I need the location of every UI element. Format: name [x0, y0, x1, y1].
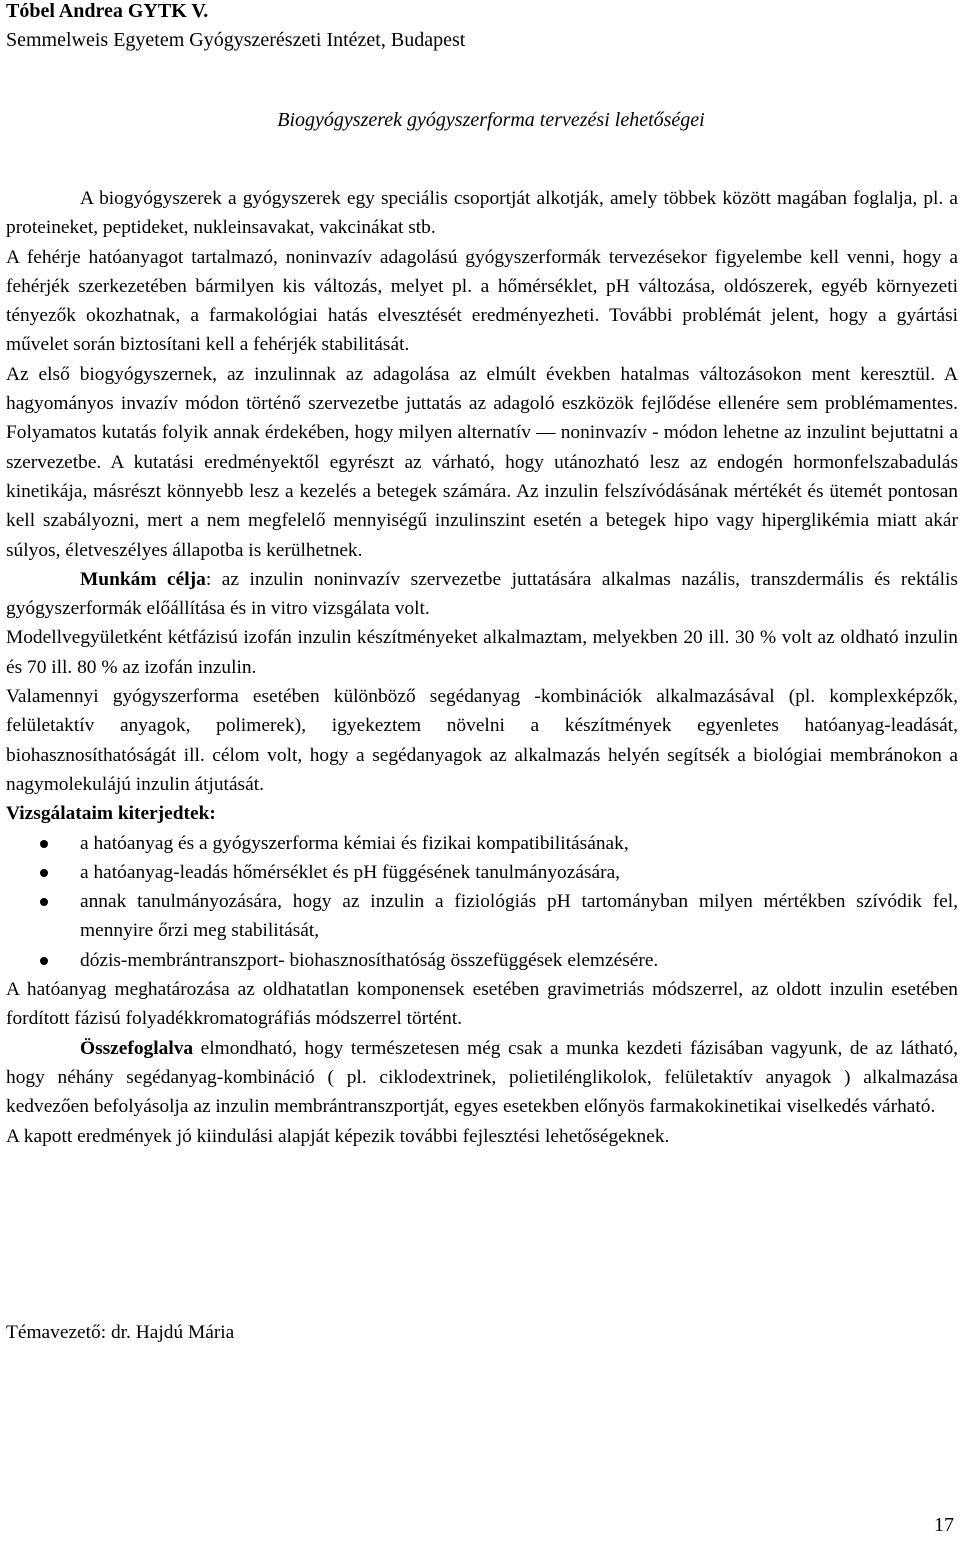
institute-name: Semmelweis Egyetem Gyógyszerészeti Intézet, Budapest	[6, 29, 466, 51]
paragraph-methods: A hatóanyag meghatározása az oldhatatlan komponensek esetében gravimetriás módszerrel, az oldott inzulin esetében fordított fázisú folyadékkromatográfiás módszerrel történt.	[6, 979, 958, 1030]
investigations-list	[6, 829, 958, 975]
document-body	[6, 184, 958, 1151]
author-name: Tóbel Andrea GYTK V.	[6, 0, 209, 22]
bullet-icon	[40, 957, 48, 965]
list-item	[6, 858, 958, 887]
summary-lead: Összefoglalva	[80, 1037, 194, 1059]
paragraph-summary	[6, 1034, 958, 1122]
list-item	[6, 946, 958, 975]
paragraph-protein-formulation: A fehérje hatóanyagot tartalmazó, noninvazív adagolású gyógyszerformák tervezésekor figyelembe kell venni, hogy a fehérjék szerkezetében bármilyen kis változás, melyet pl. a hőmérséklet, pH változása, oldószerek, egyéb környezeti tényezők okozhatnak, a farmakológiai hatás elvesztését eredményezheti. További problémát jelent, hogy a gyártási művelet során biztosítani kell a fehérjék stabilitását.	[6, 246, 958, 356]
summary-text: elmondható, hogy természetesen még csak a munka kezdeti fázisában vagyunk, de az látható, hogy néhány segédanyag-kombináció ( pl. ciklodextrinek, polietilénglikolok, felületaktív anyagok ) alkalmazása kedvezően befolyásolja az inzulin membrántranszportját, egyes esetekben előnyös farmakokinetikai viselkedés várható.	[6, 1037, 958, 1118]
aim-text: : az inzulin noninvazív szervezetbe juttatására alkalmas nazális, transzdermális és rektális gyógyszerformák előállítása és in vitro vizsgálata volt.	[6, 568, 958, 620]
aim-lead: Munkám célja	[80, 568, 206, 590]
list-item	[6, 887, 958, 946]
list-item-text: a hatóanyag és a gyógyszerforma kémiai és fizikai kompatibilitásának,	[80, 832, 629, 854]
list-item	[6, 829, 958, 858]
paragraph-model-compounds: Modellvegyületként kétfázisú izofán inzulin készítményeket alkalmaztam, melyekben 20 ill. 30 % volt az oldható inzulin és 70 ill. 80 % az izofán inzulin.	[6, 627, 958, 678]
paragraph-intro: A biogyógyszerek a gyógyszerek egy speciális csoportját alkotják, amely többek között magában foglalja, pl. a proteineket, peptideket, nukleinsavakat, vakcinákat stb.	[6, 188, 958, 239]
document-title: Biogyógyszerek gyógyszerforma tervezési lehetőségei	[277, 109, 705, 131]
list-item-text: dózis-membrántranszport- biohasznosíthatóság összefüggések elemzésére.	[80, 949, 659, 971]
bullet-icon	[40, 898, 48, 906]
investigations-heading: Vizsgálataim kiterjedtek:	[6, 803, 216, 825]
paragraph-insulin-history: Az első biogyógyszernek, az inzulinnak az adagolása az elmúlt években hatalmas változásokon ment keresztül. A hagyományos invazív módon történő szervezetbe juttatás az adagoló eszközök fejlődése ellenére sem problémamentes. Folyamatos kutatás folyik annak érdekében, hogy milyen alternatív — noninvazív - módon lehetne az inzulint bejuttatni a szervezetbe. A kutatási eredményektől egyrészt az várható, hogy utánozható lesz az endogén hormonfelszabadulás kinetikája, másrészt könnyebb lesz a kezelés a betegek számára. Az inzulin felszívódásának mértékét és ütemét pontosan kell szabályozni, mert a nem megfelelő mennyiségű inzulinszint esetén a betegek hipo vagy hiperglikémia miatt akár súlyos, életveszélyes állapotba is kerülhetnek.	[6, 363, 958, 561]
paragraph-aim	[6, 565, 958, 624]
list-item-text: a hatóanyag-leadás hőmérséklet és pH függésének tanulmányozására,	[80, 861, 621, 883]
bullet-icon	[40, 840, 48, 848]
page-number: 17	[934, 1514, 954, 1536]
bullet-icon	[40, 869, 48, 877]
list-item-text: annak tanulmányozására, hogy az inzulin a fiziológiás pH tartományban milyen mértékben szívódik fel, mennyire őrzi meg stabilitását,	[80, 891, 958, 942]
paragraph-conclusion: A kapott eredmények jó kiindulási alapját képezik további fejlesztési lehetőségeknek.	[6, 1125, 670, 1147]
supervisor: Témavezető: dr. Hajdú Mária	[6, 1322, 235, 1343]
paragraph-excipients: Valamennyi gyógyszerforma esetében különböző segédanyag -kombinációk alkalmazásával (pl. komplexképzők, felületaktív anyagok, polimerek), igyekeztem növelni a készítmények egyenletes hatóanyag-leadását, biohasznosíthatóságát ill. célom volt, hogy a segédanyagok az alkalmazás helyén segítsék a biológiai membránokon a nagymolekulájú inzulin átjutását.	[6, 686, 958, 795]
